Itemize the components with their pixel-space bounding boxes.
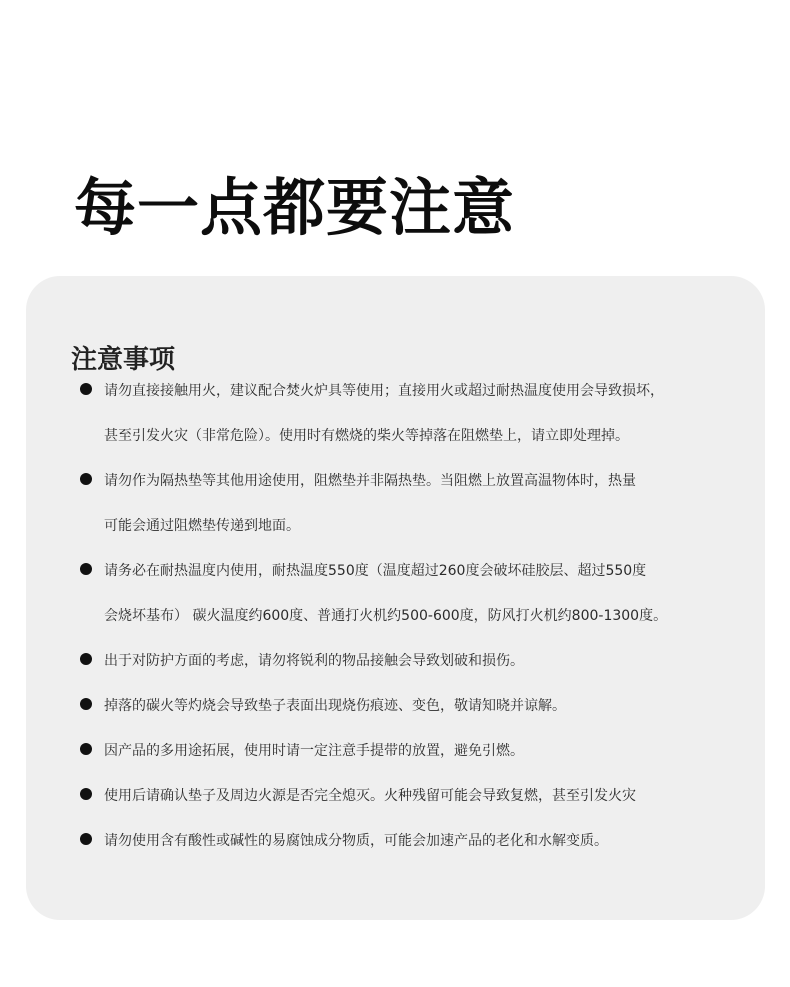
notice-item	[26, 549, 765, 639]
notice-item	[26, 729, 765, 774]
notice-item	[26, 819, 765, 864]
notice-item-line: 甚至引发火灾（非常危险）。使用时有燃烧的柴火等掉落在阻燃垫上，请立即处理掉。	[104, 428, 629, 444]
page-title: 每一点都要注意	[74, 170, 516, 244]
notice-item-line: 会烧坏基布） 碳火温度约600度、普通打火机约500-600度，防风打火机约800-1300度。	[104, 608, 668, 624]
notice-item	[26, 639, 765, 684]
bullet-dot-icon	[80, 473, 92, 485]
notice-item-line: 请务必在耐热温度内使用，耐热温度550度（温度超过260度会破坏硅胶层、超过550度	[104, 563, 647, 579]
bullet-dot-icon	[80, 833, 92, 845]
notice-item	[26, 684, 765, 729]
bullet-dot-icon	[80, 563, 92, 575]
notice-list	[26, 369, 765, 864]
notice-item	[26, 369, 765, 459]
bullet-dot-icon	[80, 743, 92, 755]
notice-item-line: 可能会通过阻燃垫传递到地面。	[104, 518, 300, 534]
bullet-dot-icon	[80, 788, 92, 800]
notice-item-line: 请勿作为隔热垫等其他用途使用，阻燃垫并非隔热垫。当阻燃上放置高温物体时，热量	[104, 473, 636, 489]
notice-item-line: 请勿直接接触用火，建议配合焚火炉具等使用；直接用火或超过耐热温度使用会导致损坏，	[104, 383, 664, 399]
bullet-dot-icon	[80, 698, 92, 710]
bullet-dot-icon	[80, 653, 92, 665]
bullet-dot-icon	[80, 383, 92, 395]
notice-item	[26, 774, 765, 819]
notice-item-line: 因产品的多用途拓展，使用时请一定注意手提带的放置，避免引燃。	[104, 743, 524, 759]
notice-heading: 注意事项	[71, 344, 176, 375]
notice-item	[26, 459, 765, 549]
notice-item-line: 掉落的碳火等灼烧会导致垫子表面出现烧伤痕迹、变色，敬请知晓并谅解。	[104, 698, 566, 714]
notice-card	[26, 276, 765, 920]
notice-item-line: 使用后请确认垫子及周边火源是否完全熄灭。火种残留可能会导致复燃，甚至引发火灾	[104, 788, 636, 804]
notice-item-line: 出于对防护方面的考虑，请勿将锐利的物品接触会导致划破和损伤。	[104, 653, 524, 669]
notice-item-line: 请勿使用含有酸性或碱性的易腐蚀成分物质，可能会加速产品的老化和水解变质。	[104, 833, 608, 849]
